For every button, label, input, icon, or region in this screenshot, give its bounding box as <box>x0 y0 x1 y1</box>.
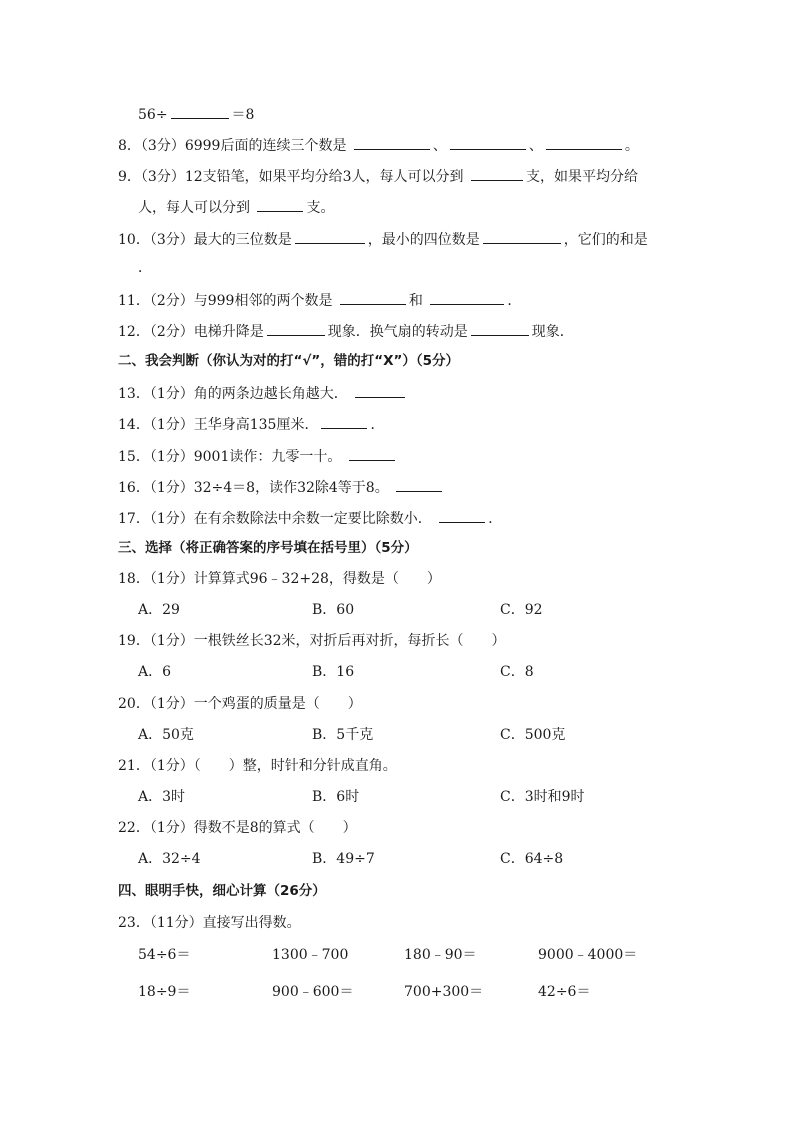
section-title-choice: 三、选择（将正确答案的序号填在括号里）（5分） <box>118 540 418 556</box>
question-15: 15．（1分）9001读作：九零一十。 <box>118 446 398 466</box>
answer-blank[interactable] <box>295 229 365 244</box>
option-a[interactable]: A．32÷4 <box>138 851 201 867</box>
option-a[interactable]: A．3时 <box>138 789 186 805</box>
calc-item: 700+300＝ <box>404 984 484 1000</box>
section-title-calculation: 四、眼明手快，细心计算（26分） <box>118 883 326 899</box>
question-23: 23．（11分）直接写出得数。 <box>118 915 301 931</box>
option-a[interactable]: A．29 <box>138 602 180 618</box>
question-21: 21．（1分）（ ）整，时针和分针成直角。 <box>118 758 397 774</box>
question-22: 22．（1分）得数不是8的算式（ ） <box>118 820 357 836</box>
answer-blank[interactable] <box>450 135 526 150</box>
option-b[interactable]: B．16 <box>312 664 355 680</box>
question-20: 20．（1分）一个鸡蛋的质量是（ ） <box>118 696 362 712</box>
answer-blank[interactable] <box>171 104 229 119</box>
question-13: 13．（1分）角的两条边越长角越大． <box>118 383 408 403</box>
question-19: 19．（1分）一根铁丝长32米，对折后再对折，每折长（ ） <box>118 633 506 649</box>
calc-item: 18÷9＝ <box>138 984 191 1000</box>
question-18: 18．（1分）计算算式96﹣32+28，得数是（ ） <box>118 571 441 587</box>
question-11: 11．（2分）与999相邻的两个数是 和 ． <box>118 290 521 310</box>
calc-item: 42÷6＝ <box>538 984 591 1000</box>
answer-blank[interactable] <box>257 197 303 212</box>
answer-blank[interactable] <box>483 229 561 244</box>
option-c[interactable]: C．500克 <box>500 727 566 743</box>
answer-blank[interactable] <box>396 477 442 492</box>
option-b[interactable]: B．49÷7 <box>312 851 375 867</box>
section-title-judge: 二、我会判断（你认为对的打“√”，错的打“X”）（5分） <box>118 353 460 369</box>
calc-item: 900﹣600＝ <box>272 984 354 1000</box>
question-16: 16．（1分）32÷4＝8，读作32除4等于8。 <box>118 477 445 497</box>
answer-blank[interactable] <box>340 290 406 305</box>
answer-blank[interactable] <box>471 321 529 336</box>
calc-item: 9000﹣4000＝ <box>538 947 638 963</box>
answer-blank[interactable] <box>349 446 395 461</box>
answer-blank[interactable] <box>439 508 485 523</box>
option-a[interactable]: A．6 <box>138 664 172 680</box>
option-c[interactable]: C．92 <box>500 602 543 618</box>
answer-blank[interactable] <box>471 166 523 181</box>
answer-blank[interactable] <box>355 383 405 398</box>
question-10-line2: ． <box>138 260 152 276</box>
option-b[interactable]: B．5千克 <box>312 727 374 743</box>
question-17: 17．（1分）在有余数除法中余数一定要比除数小． ． <box>118 508 502 528</box>
answer-blank[interactable] <box>321 414 367 429</box>
option-b[interactable]: B．6时 <box>312 789 360 805</box>
q7-tail: 56÷ ＝8 <box>138 104 254 124</box>
question-10: 10．（3分）最大的三位数是 ，最小的四位数是 ，它们的和是 <box>118 229 648 249</box>
answer-blank[interactable] <box>267 321 325 336</box>
answer-blank[interactable] <box>430 290 504 305</box>
question-12: 12．（2分）电梯升降是 现象．换气扇的转动是 现象． <box>118 321 574 341</box>
answer-blank[interactable] <box>354 135 430 150</box>
option-b[interactable]: B．60 <box>312 602 355 618</box>
calc-item: 1300﹣700 <box>272 947 349 963</box>
option-c[interactable]: C．8 <box>500 664 534 680</box>
calc-item: 180﹣90＝ <box>404 947 477 963</box>
question-8: 8．（3分）6999后面的连续三个数是 、 、 。 <box>118 135 639 155</box>
question-9-line2: 人，每人可以分到 支。 <box>138 197 334 217</box>
answer-blank[interactable] <box>546 135 622 150</box>
option-c[interactable]: C．64÷8 <box>500 851 564 867</box>
option-c[interactable]: C．3时和9时 <box>500 789 585 805</box>
question-14: 14．（1分）王华身高135厘米． ． <box>118 414 384 434</box>
option-a[interactable]: A．50克 <box>138 727 194 743</box>
calc-item: 54÷6＝ <box>138 947 191 963</box>
question-9: 9．（3分）12支铅笔，如果平均分给3人，每人可以分到 支，如果平均分给 <box>118 166 638 186</box>
